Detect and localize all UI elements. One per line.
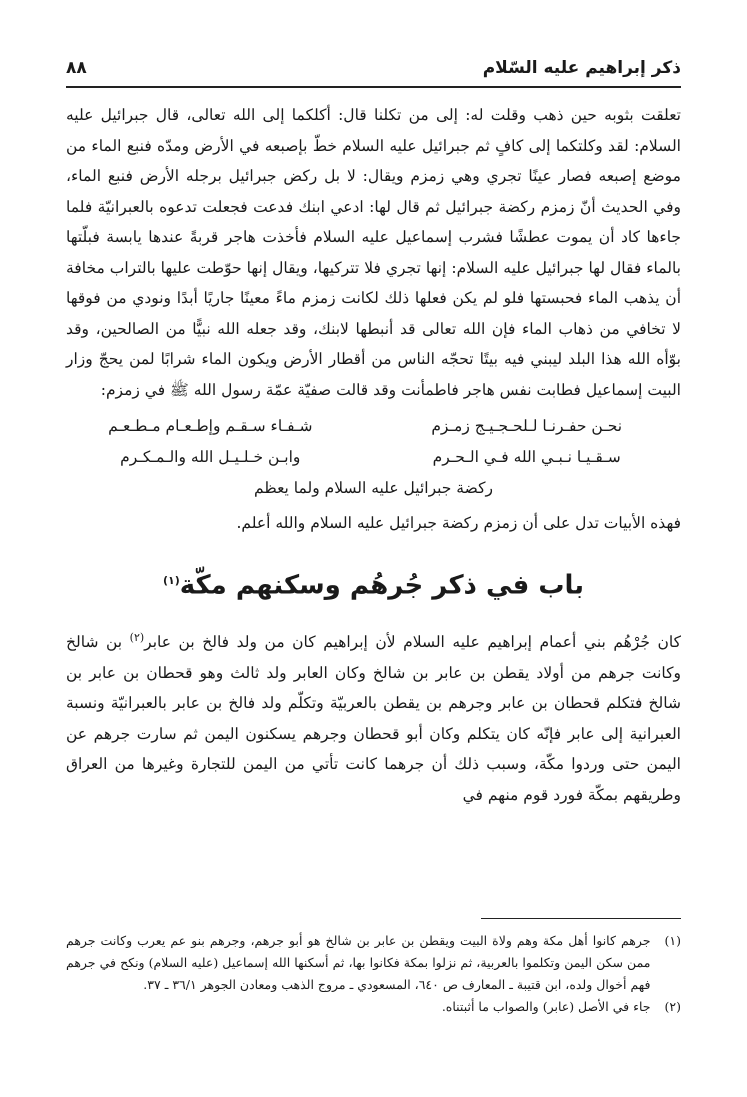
poem-hemistich: شـفـاء سـقـم وإطـعـام مـطـعـم [108, 417, 313, 435]
poem-verse [66, 442, 681, 473]
footnote-number: (١) [664, 933, 681, 948]
page-number: ٨٨ [66, 58, 87, 78]
body-text [66, 100, 681, 810]
poem-hemistich: سـقـيـا نـبـي الله فـي الـحـرم [432, 448, 621, 466]
running-title: ذكر إبراهيم عليه السّلام [482, 58, 681, 78]
paragraph-text: بن شالخ وكانت جرهم من أولاد يقطن بن عابر بن شالخ وكان العابر ولد ثالث وهو قحطان بن عابر بن شالخ فتكلم قحطان بن عابر وجرهم بن يقطن بالعربيّة وتكلّم ولد فالخ بن عابر بالعبرانيّة ونسبة العبرانية إلى عابر فإنّه كان يتكلم وكان أبو قحطان وجرهم يسكنون اليمن ثم سارت جرهم عن اليمن حتى وردوا مكّة، وسبب ذلك أن جرهما كانت تأتي من اليمن للتجارة وغيرها من العراق وطريقهم بمكّة فورد قوم منهم في [66, 633, 681, 804]
paragraph: تعلقت بثوبه حين ذهب وقلت له: إلى من تكلنا قال: أكلكما إلى الله تعالى، قال جبرائيل عليه السلام: لقد وكلتكما إلى كافٍ ثم جبرائيل عليه السلام خطّ بإصبعه في الأرض ومدّه فنبع الماء من موضع إصبعه فصار عينًا تجري وهي زمزم ويقال: لا بل ركض جبرائيل برجله الأرض فنبع الماء، وفي الحديث أنّ زمزم ركضة جبرائيل ثم قال لها: ادعي ابنك فدعت فجعلت تدعوه بالعبرانيّة فلما جاءها كاد أن يموت عطشًا فشرب إسماعيل عليه السلام فأخذت هاجر قربةً عندها يابسة فبلّتها بالماء فقال لها جبرائيل عليه السلام: إنها تجري فلا تتركيها، ويقال إنها حوّطت عليها بالتراب مخافة أن يذهب الماء فحبستها فلو لم يكن فعلها ذلك لكانت زمزم ماءً معينًا جاريًا أبدًا ونودي من فوقها لا تخافي من ذهاب الماء فإن الله تعالى قد أنبطها لابنك، وقد جعله الله نبيًّا من الصالحين، وقد بوّأه الله هذا البلد ليبني فيه بيتًا تحجّه الناس من أقطار الأرض ويكون الماء شرابًا لمن يحجّ وزار البيت إسماعيل فطابت نفس هاجر فاطمأنت وقد قالت صفيّة عمّة رسول الله ﷺ في زمزم: [66, 106, 681, 399]
paragraph [66, 623, 681, 810]
poem [66, 411, 681, 504]
footnote-divider [481, 918, 681, 919]
poem-hemistich: نحـن حفـرنـا لـلحـجـيـج زمـزم [431, 417, 623, 435]
footnote-ref: (١) [163, 573, 180, 587]
chapter-title: باب في ذكر جُرهُم وسكنهم مكّة [179, 570, 584, 601]
chapter-heading [66, 561, 681, 606]
paragraph-text: كان جُرْهُم بني أعمام إبراهيم عليه السلام لأن إبراهيم كان من ولد فالخ بن عابر [144, 633, 682, 652]
poem-hemistich: وابـن خـلـيـل الله والـمـكـرم [120, 448, 301, 466]
footnote-text: جاء في الأصل (عابر) والصواب ما أثبتناه. [441, 999, 651, 1014]
footnote-ref: (٢) [129, 631, 145, 645]
footnote-number: (٢) [664, 999, 681, 1014]
footnote-text: جرهم كانوا أهل مكة وهم ولاة البيت ويقطن بن عابر بن شالخ هو أبو جرهم، وجرهم بنو عم يعرب وكانت جرهم ممن سكن اليمن وتكلموا بالعربية، ثم نزلوا بمكة فكانوا بها، ثم أسكنها الله إسماعيل (عليه السلام) ونكح في جرهم فهم أخوال ولده، ابن قتيبة ـ المعارف ص ٦٤٠، المسعودي ـ مروج الذهب ومعادن الجوهر ٣٦/١ ـ ٣٧. [66, 933, 651, 992]
footnote [66, 996, 681, 1018]
page-header [66, 56, 681, 88]
footnote [66, 930, 681, 996]
footnotes [66, 930, 681, 1018]
poem-verse: ركضة جبرائيل عليه السلام ولما يعظم [254, 479, 493, 497]
paragraph: فهذه الأبيات تدل على أن زمزم ركضة جبرائيل عليه السلام والله أعلم. [236, 514, 681, 532]
poem-verse [66, 411, 681, 442]
